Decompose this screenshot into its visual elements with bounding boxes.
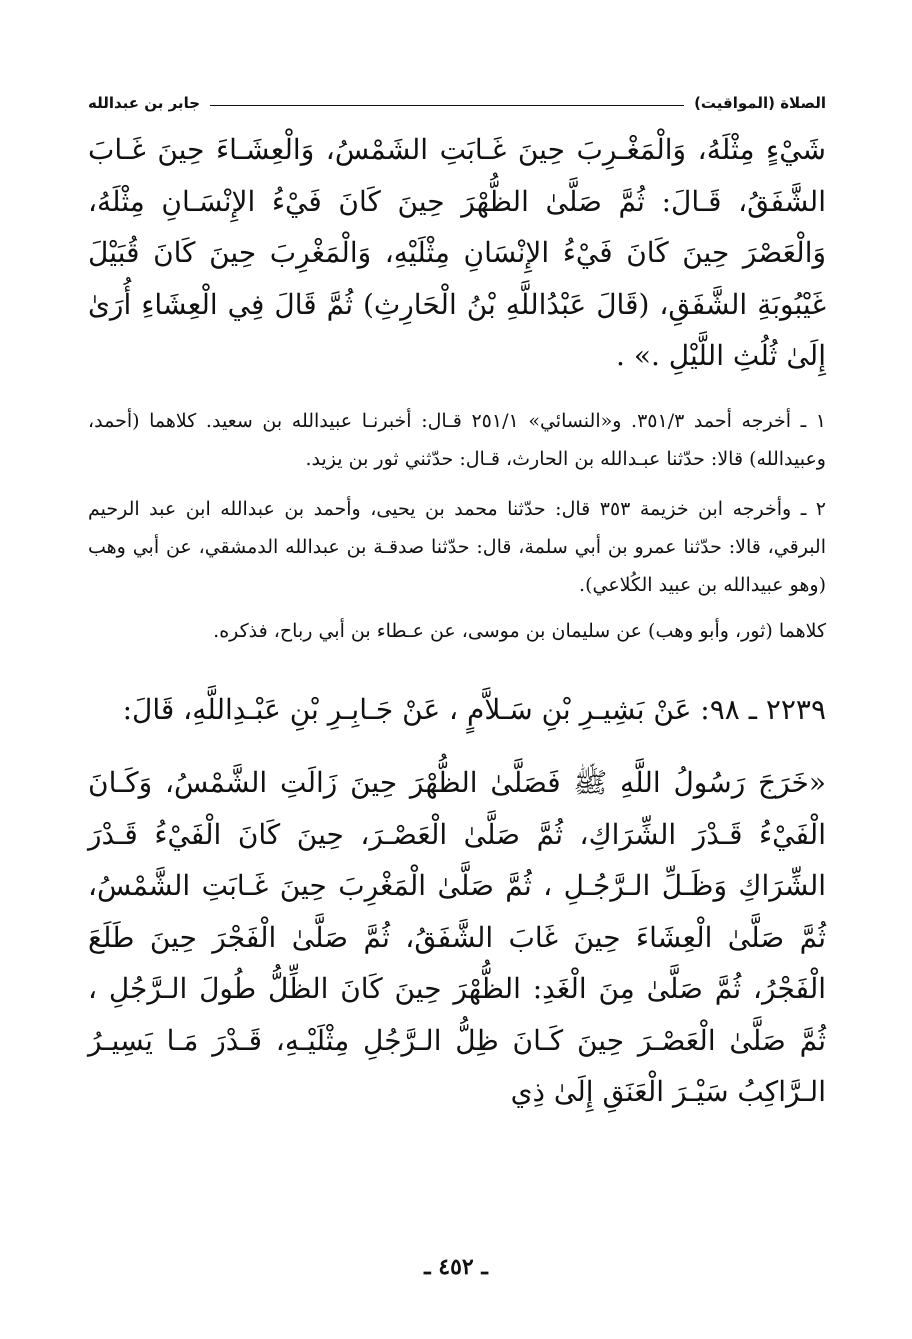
header-narrator: جابر بن عبدالله bbox=[88, 94, 201, 112]
hadith-text: «خَرَجَ رَسُولُ اللَّهِ ﷺ فَصَلَّىٰ الظُّهْرَ حِينَ زَالَتِ الشَّمْسُ، وَكَـانَ الْفَيْءُ قَـدْرَ الشِّرَاكِ، ثُمَّ صَلَّىٰ الْعَصْـرَ، حِينَ كَانَ الْفَيْءُ قَـدْرَ الشِّرَاكِ وَظَـلِّ الـرَّجُـلِ ، ثُمَّ صَلَّىٰ الْمَغْرِبَ حِينَ غَـابَتِ الشَّمْسُ، ثُمَّ صَلَّىٰ الْعِشَاءَ حِينَ غَابَ الشَّفَقُ، ثُمَّ صَلَّىٰ الْفَجْرَ حِينَ طَلَعَ الْفَجْرُ، ثُمَّ صَلَّىٰ مِنَ الْغَدِ: الظُّهْرَ حِينَ كَانَ الظِّلُّ طُولَ الـرَّجُلِ ، ثُمَّ صَلَّىٰ الْعَصْـرَ حِينَ كَـانَ ظِلُّ الـرَّجُلِ مِثْلَيْـهِ، قَـدْرَ مَـا يَسِيـرُ الـرَّاكِبُ سَيْـرَ الْعَنَقِ إِلَىٰ ذِي bbox=[88, 766, 826, 1108]
page-body bbox=[88, 124, 826, 1118]
header-rule bbox=[210, 105, 684, 106]
running-header bbox=[88, 94, 826, 112]
footnote-2: ٢ ـ وأخرجه ابن خزيمة ٣٥٣ قال: حدّثنا محمد بن يحيى، وأحمد بن عبدالله ابن عبد الرحيم البرقي، قالا: حدّثنا عمرو بن أبي سلمة، قال: حدّثنا صدقـة بن عبدالله الدمشقي، عن أبي وهب (وهو عبيدالله بن عبيد الكُلاعي). bbox=[88, 497, 826, 596]
hadith-heading: ٢٢٣٩ ـ ٩٨: عَنْ بَشِيـرِ بْنِ سَـلاَّمٍ ، عَنْ جَـابِـرِ بْنِ عَبْـدِاللَّهِ، قَالَ: bbox=[122, 692, 826, 726]
footnote-1: ١ ـ أخرجه أحمد ٣٥١/٣. و«النسائي» ٢٥١/١ قـال: أخبرنـا عبيدالله بن سعيد. كلاهما (أحمد، وعبيدالله) قالا: حدّثنا عبـدالله بن الحارث، قـال: حدّثني ثور بن يزيد. bbox=[88, 409, 826, 470]
header-section-title: الصلاة (المواقيت) bbox=[694, 94, 826, 112]
continuation-paragraph: شَيْءٍ مِثْلَهُ، وَالْمَغْـرِبَ حِينَ غَـابَتِ الشَمْسُ، وَالْعِشَـاءَ حِينَ غَـابَ الشَّفَقُ، قَـالَ: ثُمَّ صَلَّىٰ الظُّهْرَ حِينَ كَانَ فَيْءُ الإِنْسَـانِ مِثْلَهُ، وَالْعَصْرَ حِينَ كَانَ فَيْءُ الإِنْسَانِ مِثْلَيْهِ، وَالْمَغْرِبَ حِينَ كَانَ قُبَيْلَ غَيْبُوبَةِ الشَّفَقِ، (قَالَ عَبْدُاللَّهِ بْنُ الْحَارِثِ) ثُمَّ قَالَ فِي الْعِشَاءِ أُرَىٰ إِلَىٰ ثُلُثِ اللَّيْلِ .» . bbox=[88, 133, 826, 372]
page-number: ـ ٤٥٢ ـ bbox=[424, 1254, 488, 1280]
footnote-3: كلاهما (ثور، وأبو وهب) عن سليمان بن موسى، عن عـطاء بن أبي رباح، فذكره. bbox=[213, 619, 826, 642]
